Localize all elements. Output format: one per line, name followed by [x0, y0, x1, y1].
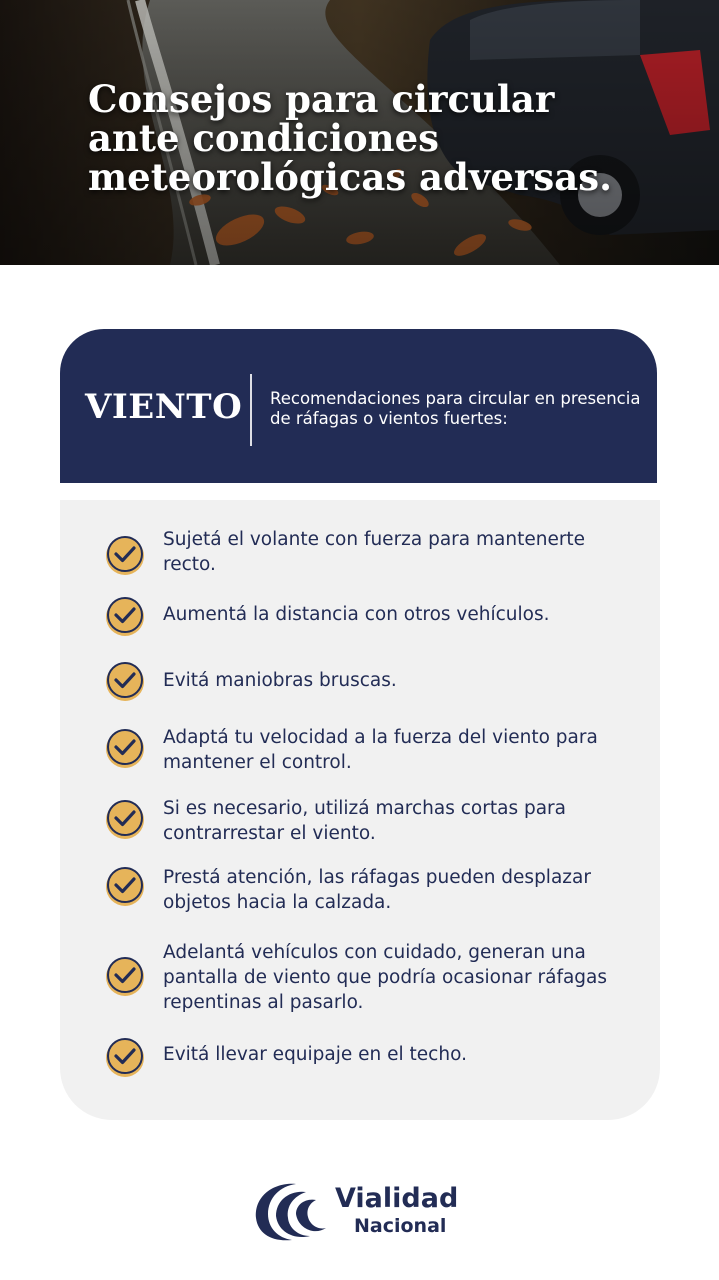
vialidad-logo [250, 1178, 480, 1244]
tip-text: Aumentá la distancia con otros vehículos. [163, 604, 550, 625]
section-title: VIENTO [85, 387, 243, 427]
check-circle-icon [104, 955, 146, 997]
check-circle-icon [104, 534, 146, 576]
brand-subname: Nacional [354, 1215, 447, 1237]
tip-text: Prestá atención, las ráfagas pueden desplazar objetos hacia la calzada. [163, 867, 591, 913]
check-circle-icon [104, 660, 146, 702]
hero-title: Consejos para circular ante condiciones meteorológicas adversas. [88, 77, 612, 199]
check-circle-icon [104, 595, 146, 637]
vialidad-swoosh-icon [250, 1178, 332, 1244]
tip-text: Sujetá el volante con fuerza para mantenerte recto. [163, 529, 586, 575]
section-subtitle: Recomendaciones para circular en presencia de ráfagas o vientos fuertes: [270, 389, 641, 428]
tip-text: Adaptá tu velocidad a la fuerza del viento para mantener el control. [163, 727, 598, 773]
check-circle-icon [104, 865, 146, 907]
check-circle-icon [104, 1036, 146, 1078]
brand-name: Vialidad [335, 1183, 459, 1214]
header-divider [250, 374, 252, 446]
tip-text: Evitá llevar equipaje en el techo. [163, 1044, 467, 1065]
check-circle-icon [104, 798, 146, 840]
hero-banner [0, 0, 719, 265]
tips-panel [60, 500, 660, 1120]
tip-text: Evitá maniobras bruscas. [163, 670, 397, 691]
tip-text: Si es necesario, utilizá marchas cortas para contrarrestar el viento. [163, 798, 566, 844]
check-circle-icon [104, 727, 146, 769]
tip-text: Adelantá vehículos con cuidado, generan una pantalla de viento que podría ocasionar ráfagas repentinas al pasarlo. [163, 942, 608, 1013]
section-header [60, 329, 657, 483]
